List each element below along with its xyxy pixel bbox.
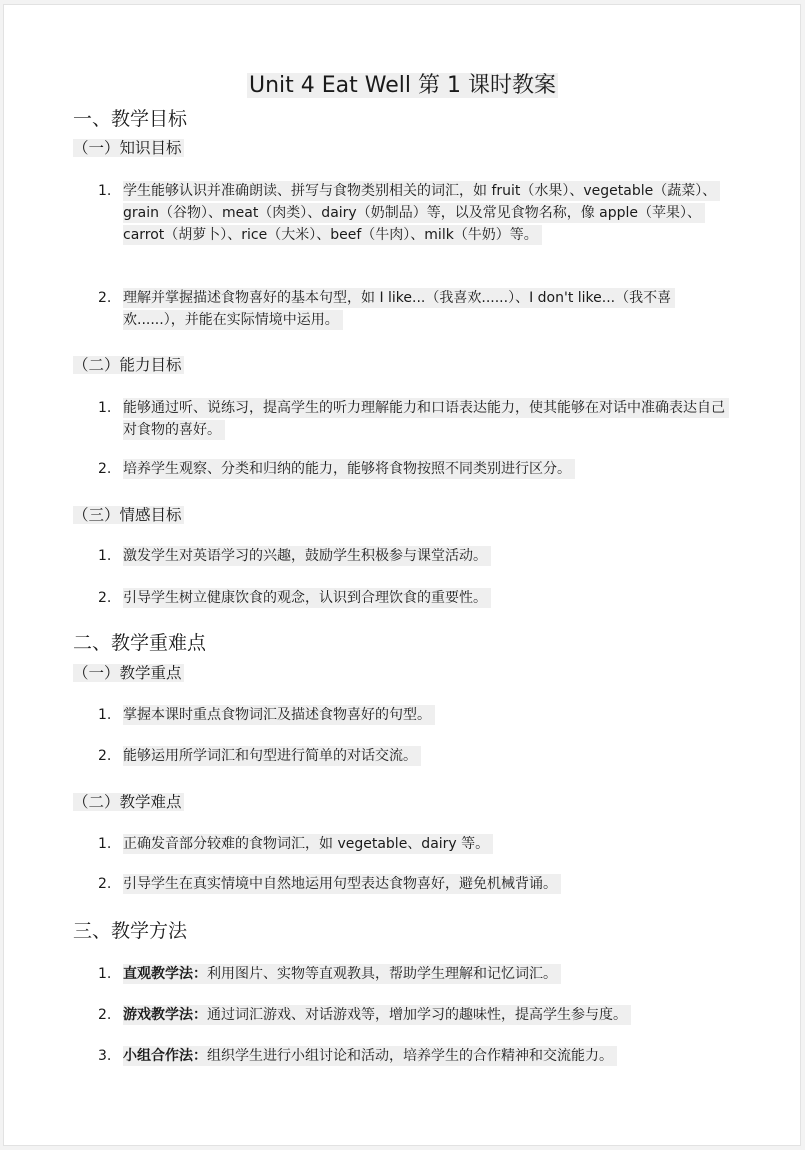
document-title: Unit 4 Eat Well 第 1 课时教案 [249,73,556,98]
list-item-text: 激发学生对英语学习的兴趣，鼓励学生积极参与课堂活动。 [123,546,491,566]
list-item: 1. 掌握本课时重点食物词汇及描述食物喜好的句型。 [98,704,728,726]
subsection-heading-ability: （二）能力目标 [73,356,182,374]
subsection-heading-emotion: （三）情感目标 [73,506,182,524]
section-heading-objectives: 一、教学目标 [73,108,188,130]
list-item: 2. 培养学生观察、分类和归纳的能力，能够将食物按照不同类别进行区分。 [98,458,728,480]
method-text: 组织学生进行小组讨论和活动，培养学生的合作精神和交流能力。 [207,1048,613,1064]
list-item-text: 培养学生观察、分类和归纳的能力，能够将食物按照不同类别进行区分。 [123,459,575,479]
list-item: 1. 学生能够认识并准确朗读、拼写与食物类别相关的词汇，如 fruit（水果）、vegetable（蔬菜）、grain（谷物）、meat（肉类）、dairy（奶制品）等，以及常见食物名称，像 apple（苹果）、carrot（胡萝卜）、rice（大米）、beef（牛肉）、milk（牛奶）等。 [98,180,728,246]
section-heading-key-points: 二、教学重难点 [73,632,207,654]
method-text: 通过词汇游戏、对话游戏等，增加学习的趣味性，提高学生参与度。 [207,1007,627,1023]
list-item: 2. 能够运用所学词汇和句型进行简单的对话交流。 [98,745,728,767]
list-item: 1. 正确发音部分较难的食物词汇，如 vegetable、dairy 等。 [98,833,728,855]
subsection-heading-knowledge: （一）知识目标 [73,139,182,157]
list-item: 1. 激发学生对英语学习的兴趣，鼓励学生积极参与课堂活动。 [98,545,728,567]
list-item-text: 理解并掌握描述食物喜好的基本句型，如 I like...（我喜欢......）、I don't like...（我不喜欢......），并能在实际情境中运用。 [123,288,675,330]
list-item-text: 引导学生树立健康饮食的观念，认识到合理饮食的重要性。 [123,588,491,608]
method-item: 2. 游戏教学法：通过词汇游戏、对话游戏等，增加学习的趣味性，提高学生参与度。 [98,1004,728,1026]
method-name: 游戏教学法： [123,1007,207,1023]
list-item: 2. 引导学生在真实情境中自然地运用句型表达食物喜好，避免机械背诵。 [98,873,728,895]
list-item: 2. 引导学生树立健康饮食的观念，认识到合理饮食的重要性。 [98,587,728,609]
list-item: 1. 能够通过听、说练习，提高学生的听力理解能力和口语表达能力，使其能够在对话中准确表达自己对食物的喜好。 [98,397,728,441]
method-name: 小组合作法： [123,1048,207,1064]
method-item: 1. 直观教学法：利用图片、实物等直观教具，帮助学生理解和记忆词汇。 [98,963,728,985]
subsection-heading-focus: （一）教学重点 [73,664,182,682]
list-item-text: 能够通过听、说练习，提高学生的听力理解能力和口语表达能力，使其能够在对话中准确表达自己对食物的喜好。 [123,398,729,440]
subsection-heading-difficulty: （二）教学难点 [73,793,182,811]
list-item-text: 掌握本课时重点食物词汇及描述食物喜好的句型。 [123,705,435,725]
list-item-text: 能够运用所学词汇和句型进行简单的对话交流。 [123,746,421,766]
section-heading-methods: 三、教学方法 [73,920,188,942]
list-item-text: 正确发音部分较难的食物词汇，如 vegetable、dairy 等。 [123,834,493,854]
method-item: 3. 小组合作法：组织学生进行小组讨论和活动，培养学生的合作精神和交流能力。 [98,1045,728,1067]
list-item-text: 学生能够认识并准确朗读、拼写与食物类别相关的词汇，如 fruit（水果）、vegetable（蔬菜）、grain（谷物）、meat（肉类）、dairy（奶制品）等，以及常见食物名称，像 apple（苹果）、carrot（胡萝卜）、rice（大米）、beef（牛肉）、milk（牛奶）等。 [123,181,720,245]
list-item-text: 引导学生在真实情境中自然地运用句型表达食物喜好，避免机械背诵。 [123,874,561,894]
list-item: 2. 理解并掌握描述食物喜好的基本句型，如 I like...（我喜欢......）、I don't like...（我不喜欢......），并能在实际情境中运用。 [98,287,728,331]
method-name: 直观教学法： [123,966,207,982]
method-text: 利用图片、实物等直观教具，帮助学生理解和记忆词汇。 [207,966,557,982]
